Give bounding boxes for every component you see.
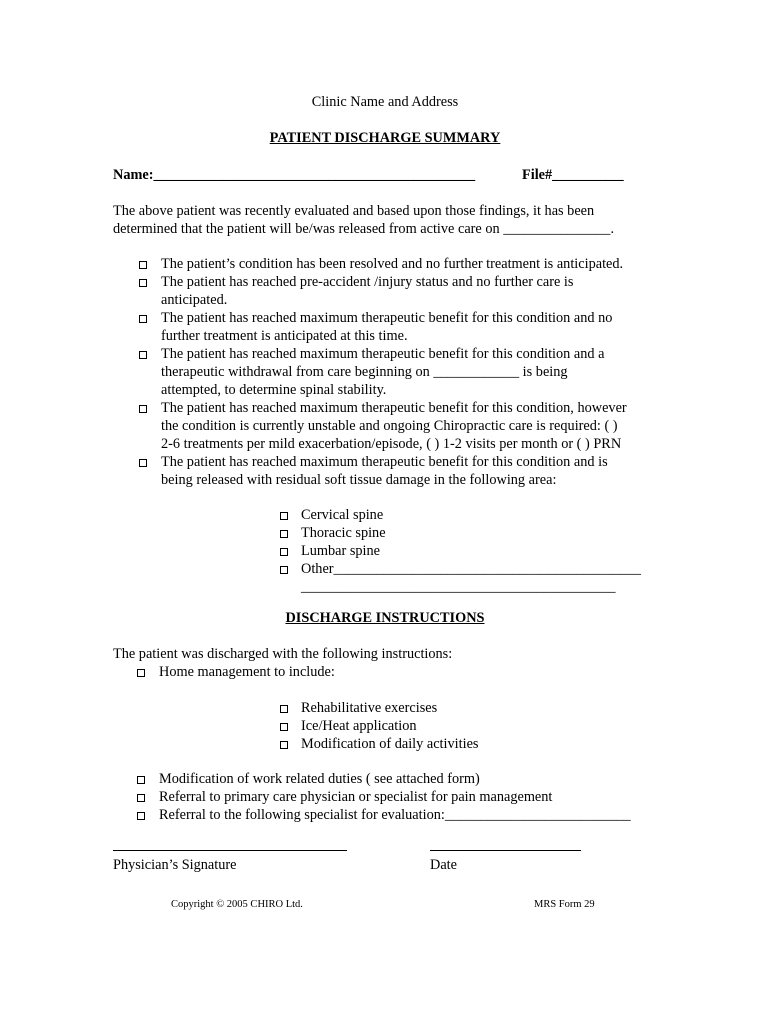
other-item-work-duties: Modification of work related duties ( see attached form) (159, 771, 480, 787)
area-other-field[interactable]: Other___________________________________________ (301, 561, 641, 577)
condition-3-line-2: further treatment is anticipated at this time. (161, 328, 408, 344)
condition-6-line-2: being released with residual soft tissue damage in the following area: (161, 472, 557, 488)
area-thoracic: Thoracic spine (301, 525, 386, 541)
condition-3-line-1: The patient has reached maximum therapeutic benefit for this condition and no (161, 310, 613, 326)
condition-4-line-3: attempted, to determine spinal stability. (161, 382, 387, 398)
checkbox-icon[interactable] (139, 315, 147, 323)
date-label: Date (430, 857, 457, 873)
date-line[interactable] (430, 850, 581, 851)
page-title: PATIENT DISCHARGE SUMMARY (269, 130, 501, 146)
checkbox-icon[interactable] (137, 776, 145, 784)
checkbox-icon[interactable] (280, 741, 288, 749)
intro-line-2: determined that the patient will be/was released from active care on _______________. (113, 221, 615, 237)
area-lumbar: Lumbar spine (301, 543, 381, 559)
checkbox-icon[interactable] (280, 512, 288, 520)
condition-5-line-2: the condition is currently unstable and ongoing Chiropractic care is required: ( ) (161, 418, 618, 434)
checkbox-icon[interactable] (137, 669, 145, 677)
checkbox-icon[interactable] (280, 566, 288, 574)
home-item-ice-heat: Ice/Heat application (301, 718, 417, 734)
checkbox-icon[interactable] (139, 459, 147, 467)
home-item-rehab: Rehabilitative exercises (301, 700, 438, 716)
intro-line-1: The above patient was recently evaluated and based upon those findings, it has been (113, 203, 595, 219)
checkbox-icon[interactable] (280, 705, 288, 713)
condition-4-line-2: therapeutic withdrawal from care beginning on ____________ is being (161, 364, 568, 380)
condition-2-line-2: anticipated. (161, 292, 228, 308)
copyright-text: Copyright © 2005 CHIRO Ltd. (171, 899, 303, 910)
checkbox-icon[interactable] (137, 794, 145, 802)
checkbox-icon[interactable] (137, 812, 145, 820)
checkbox-icon[interactable] (280, 548, 288, 556)
home-item-modification: Modification of daily activities (301, 736, 479, 752)
checkbox-icon[interactable] (280, 723, 288, 731)
signature-line[interactable] (113, 850, 347, 851)
instructions-intro: The patient was discharged with the following instructions: (113, 646, 453, 662)
condition-5-line-1: The patient has reached maximum therapeutic benefit for this condition, however (161, 400, 627, 416)
file-number-field[interactable]: File#__________ (522, 167, 624, 183)
checkbox-icon[interactable] (139, 405, 147, 413)
condition-2-line-1: The patient has reached pre-accident /injury status and no further care is (161, 274, 574, 290)
other-item-referral-pcp: Referral to primary care physician or specialist for pain management (159, 789, 553, 805)
form-number: MRS Form 29 (534, 899, 595, 910)
area-cervical: Cervical spine (301, 507, 384, 523)
checkbox-icon[interactable] (280, 530, 288, 538)
condition-6-line-1: The patient has reached maximum therapeutic benefit for this condition and is (161, 454, 608, 470)
checkbox-icon[interactable] (139, 261, 147, 269)
clinic-name: Clinic Name and Address (311, 94, 459, 110)
instructions-heading: DISCHARGE INSTRUCTIONS (285, 610, 485, 626)
condition-1-line-1: The patient’s condition has been resolved and no further treatment is anticipated. (161, 256, 624, 272)
name-field[interactable]: Name:_____________________________________________ (113, 167, 476, 183)
checkbox-icon[interactable] (139, 351, 147, 359)
physician-signature-label: Physician’s Signature (113, 857, 237, 873)
other-item-referral-specialist[interactable]: Referral to the following specialist for evaluation:__________________________ (159, 807, 631, 823)
area-other-extra-line[interactable]: ____________________________________________ (301, 579, 616, 595)
condition-5-line-3: 2-6 treatments per mild exacerbation/episode, ( ) 1-2 visits per month or ( ) PRN (161, 436, 622, 452)
checkbox-icon[interactable] (139, 279, 147, 287)
home-management-label: Home management to include: (159, 664, 335, 680)
condition-4-line-1: The patient has reached maximum therapeutic benefit for this condition and a (161, 346, 605, 362)
